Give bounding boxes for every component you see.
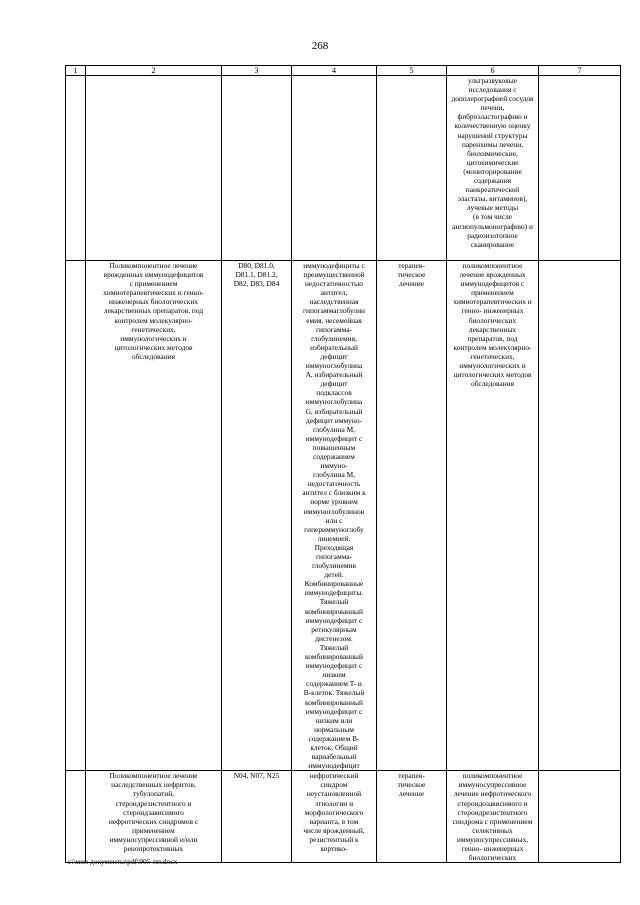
- row-number-cell: [66, 76, 86, 261]
- service-name-cell: Поликомпонентное лечение наследственных нефритов, тубулопатий, стероидрезистентного и стероидзависимого нефротических синдромов с применением иммуносупрессивной и/или ренопротективных: [86, 771, 222, 863]
- patient-model-cell: иммунодефициты с преимущественной недостаточностью антител, наследственная гипогаммаглобулин емия, несемейная гипогамма- глобулинемия, избирательный дефицит иммуноглобулина A, избирательный дефицит подклассов иммуноглобулина G, избирательный дефицит иммуно- глобулина M, иммунодефицит с повышенным содержанием иммуно- глобулина M, недостаточность антител с близким к норме уровнем иммуноглобулинов или с гипериммуноглобу линемией. Преходящая гипогамма- глобулинемия детей. Комбинированные иммунодефициты. Тяжелый комбинированный иммунодефицит с ретикулярным дисгенезом. Тяжелый комбинированный иммунодефицит с низким содержанием T- и B-клеток. Тяжелый комбинированный иммунодефицит с низким или нормальным содержанием B- клеток. Общий вариабельный иммунодефицит: [292, 261, 377, 771]
- column-number: 3: [222, 66, 292, 76]
- table-row: [66, 76, 621, 261]
- treatment-method-cell: ультразвуковые исследования с допплерографией сосудов печени, фиброэластографию и количественную оценку нарушений структуры паренхимы печени, биохимические, цитохимические (мониторирование содержания панкреатической эластазы, витаминов), лучевые методы (в том числе ангиопульмонографию) и радиоизотопное сканирование: [447, 76, 539, 261]
- table-row: [66, 261, 621, 771]
- icd-codes-cell: [222, 76, 292, 261]
- cost-cell: [539, 261, 621, 771]
- treatment-type-cell: [377, 76, 447, 261]
- row-number-cell: [66, 771, 86, 863]
- service-name-cell: Поликомпонентное лечение врожденных иммунодефицитов с применением химиотерапевтических и генно- инженерных биологических лекарственных препаратов, под контролем молекулярно- генетических, иммунологических и цитологических методов обследования: [86, 261, 222, 771]
- treatment-type-cell: терапев- тическое лечение: [377, 261, 447, 771]
- icd-codes-cell: D80, D81.0, D81.1, D81.2, D82, D83, D84: [222, 261, 292, 771]
- column-number: 1: [66, 66, 86, 76]
- cost-cell: [539, 771, 621, 863]
- column-number-row: [66, 66, 621, 76]
- cost-cell: [539, 76, 621, 261]
- patient-model-cell: [292, 76, 377, 261]
- page-number: 268: [311, 40, 329, 52]
- row-number-cell: [66, 261, 86, 771]
- table-row: [66, 771, 621, 863]
- file-path-footer: c:\мои документы\pdf\905-пп.docx: [68, 857, 178, 866]
- service-name-cell: [86, 76, 222, 261]
- column-number: 5: [377, 66, 447, 76]
- treatment-type-cell: терапев- тическое лечение: [377, 771, 447, 863]
- column-number: 2: [86, 66, 222, 76]
- icd-codes-cell: N04, N07, N25: [222, 771, 292, 863]
- services-table: [65, 65, 621, 863]
- treatment-method-cell: поликомпонентное иммуносупрессивное лечение нефротического стероидозависимого и стероидрезистентного синдрома с применением селективных иммуносупрессивных, генно- инженерных биологических: [447, 771, 539, 863]
- column-number: 6: [447, 66, 539, 76]
- treatment-method-cell: поликомпонентное лечение врожденных иммунодефицитов с применением химиотерапевтических и генно- инженерных биологических лекарственных препаратов, под контролем молекулярно- генетических, иммунологических и цитологических методов обследования: [447, 261, 539, 771]
- column-number: 7: [539, 66, 621, 76]
- patient-model-cell: нефротический синдром неустановленной этиологии и морфологического варианта, в том числе врожденный, резистентный к кортико-: [292, 771, 377, 863]
- column-number: 4: [292, 66, 377, 76]
